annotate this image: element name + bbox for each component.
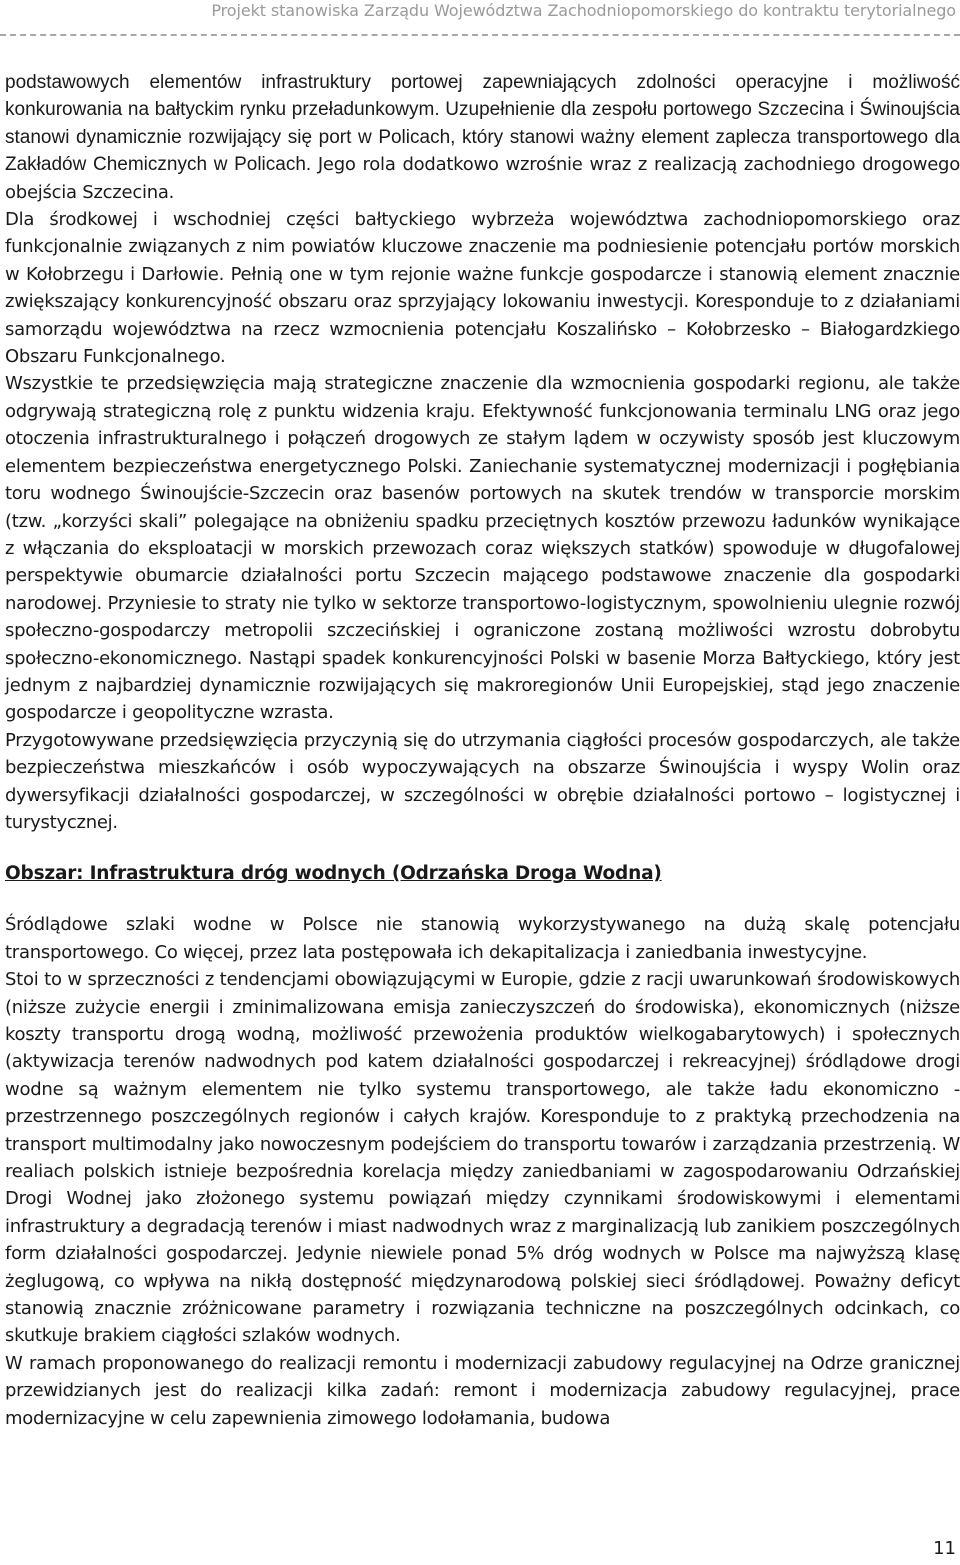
paragraph-european-trends: Stoi to w sprzeczności z tendencjami obowiązującymi w Europie, gdzie z racji uwarunkowań środowiskowych (niższe zużycie energii i zminimalizowana emisja zanieczyszczeń do środowiska), ekonomicznych (niższe koszty transportu drogą wodną, możliwość przewożenia produktów wielkogabarytowych) i społecznych (aktywizacja terenów nadwodnych pod katem działalności gospodarczej i rekreacyjnej) śródlądowe drogi wodne są ważnym elementem nie tylko systemu transportowego, ale także ładu ekonomiczno - przestrzennego poszczególnych regionów i całych krajów. Koresponduje to z praktyką przechodzenia na transport multimodalny jako nowoczesnym podejściem do transportu towarów i zarządzania przestrzenią. W realiach polskich istnieje bezpośrednia korelacja między zaniedbaniami w zagospodarowaniu Odrzańskiej Drogi Wodnej jako złożonego systemu powiązań między czynnikami środowiskowymi i elementami infrastruktury a degradacją terenów i miast nadwodnych wraz z marginalizacją lub zanikiem poszczególnych form działalności gospodarczej. Jedynie niewiele ponad 5% dróg wodnych w Polsce ma najwyższą klasę żeglugową, co wpływa na nikłą dostępność międzynarodową polskiej sieci śródlądowej. Poważny deficyt stanowią znacznie zróżnicowane parametry i rozwiązania techniczne na poszczególnych odcinkach, co skutkuje brakiem ciągłości szlaków wodnych. (5, 969, 960, 1347)
paragraph-inland-waterways: Śródlądowe szlaki wodne w Polsce nie stanowią wykorzystywanego na dużą skalę potencjału transportowego. Co więcej, przez lata postępowała ich dekapitalizacja i zaniedbania inwestycyjne. (5, 914, 960, 963)
paragraph-ports-intro (5, 69, 960, 206)
section-heading: Obszar: Infrastruktura dróg wodnych (Odrzańska Droga Wodna) (5, 863, 662, 885)
paragraph-ports-intro-continuation: Jego rola dodatkowo wzrośnie wraz z realizacją zachodniego drogowego obejścia Szczecina. (5, 154, 960, 203)
paragraph-prepared-projects: Przygotowywane przedsięwzięcia przyczynią się do utrzymania ciągłości procesów gospodarczych, ale także bezpieczeństwa mieszkańców i osób wypoczywających na obszarze Świnoujścia i wyspy Wolin oraz dywersyfikacji działalności gospodarczej, w szczególności w obrębie działalności portowo – logistycznej i turystycznej. (5, 729, 960, 833)
header-title: Projekt stanowiska Zarządu Województwa Zachodniopomorskiego do kontraktu terytorialnego (211, 1, 956, 20)
page-number: 11 (933, 1538, 956, 1559)
document-body (5, 69, 960, 1432)
page-header (0, 0, 960, 26)
paragraph-kolobrzeg-darlowo: Dla środkowej i wschodniej części bałtyckiego wybrzeża województwa zachodniopomorskiego oraz funkcjonalnie związanych z nim powiatów kluczowe znaczenie ma podniesienie potencjału portów morskich w Kołobrzegu i Darłowie. Pełnią one w tym rejonie ważne funkcje gospodarcze i stanowią element znacznie zwiększający konkurencyjność obszaru oraz sprzyjający lokowaniu inwestycji. Koresponduje to z działaniami samorządu województwa na rzecz wzmocnienia potencjału Koszalińsko – Kołobrzesko – Białogardzkiego Obszaru Funkcjonalnego. (5, 209, 960, 368)
header-divider (0, 34, 960, 36)
paragraph-ports-intro-text: podstawowych elementów infrastruktury portowej zapewniających zdolności operacyjne i możliwość konkurowania na bałtyckim rynku przeładunkowym. Uzupełnienie dla zespołu portowego Szczecina i Świnoujścia stanowi dynamicznie rozwijający się port w Policach, który stanowi ważny element zaplecza transportowego dla Zakładów Chemicznych w Policach. (5, 72, 960, 176)
paragraph-strategic-importance: Wszystkie te przedsięwzięcia mają strategiczne znaczenie dla wzmocnienia gospodarki regionu, ale także odgrywają strategiczną rolę z punktu widzenia kraju. Efektywność funkcjonowania terminalu LNG oraz jego otoczenia infrastrukturalnego i połączeń drogowych ze stałym lądem w oczywisty sposób jest kluczowym elementem bezpieczeństwa energetycznego Polski. Zaniechanie systematycznej modernizacji i pogłębiania toru wodnego Świnoujście-Szczecin oraz basenów portowych na skutek trendów w transporcie morskim (tzw. „korzyści skali” polegające na obniżeniu spadku przeciętnych kosztów przewozu ładunków wynikające z włączania do eksploatacji w morskich przewozach coraz większych statków) spowoduje w długofalowej perspektywie obumarcie działalności portu Szczecin mającego podstawowe znaczenie dla gospodarki narodowej. Przyniesie to straty nie tylko w sektorze transportowo-logistycznym, spowolnieniu ulegnie rozwój społeczno-gospodarczy metropolii szczecińskiej i ograniczone zostaną możliwości wzrostu dobrobytu społeczno-ekonomicznego. Nastąpi spadek konkurencyjności Polski w basenie Morza Bałtyckiego, który jest jednym z najbardziej dynamicznie rozwijających się makroregionów Unii Europejskiej, stąd jego znaczenie gospodarcze i geopolityczne wzrasta. (5, 373, 960, 724)
paragraph-odra-modernization: W ramach proponowanego do realizacji remontu i modernizacji zabudowy regulacyjnej na Odrze granicznej przewidzianych jest do realizacji kilka zadań: remont i modernizacja zabudowy regulacyjnej, prace modernizacyjne w celu zapewnienia zimowego lodołamania, budowa (5, 1352, 960, 1429)
